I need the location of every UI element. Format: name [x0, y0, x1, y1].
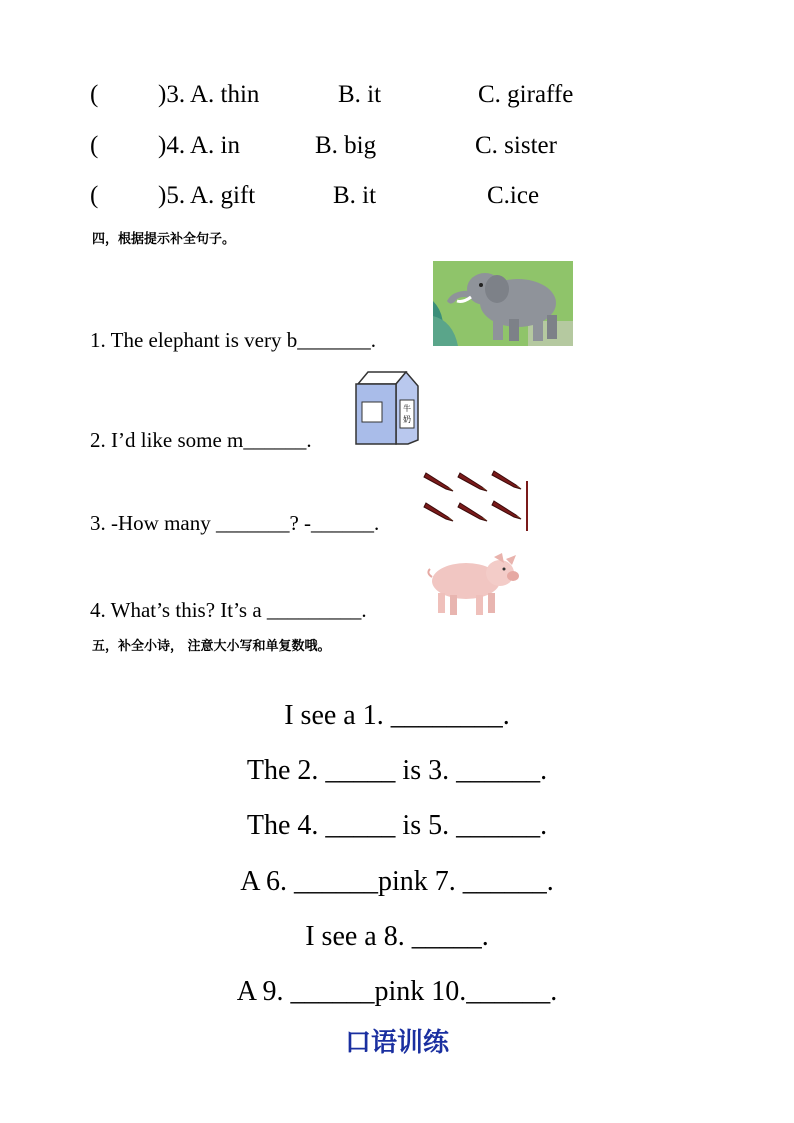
svg-text:奶: 奶 — [403, 415, 411, 424]
section-4-title: 四，根据提示补全句子。 — [92, 232, 236, 247]
elephant-icon — [433, 261, 573, 346]
poem-line-2: The 2. _____ is 3. ______. — [246, 755, 548, 786]
poem-line-5: I see a 8. _____. — [305, 921, 489, 952]
svg-text:牛: 牛 — [403, 404, 411, 413]
choice-row-5-paren: ( — [90, 182, 99, 209]
choice-row-4-paren: ( — [90, 132, 99, 159]
sentence-3: 3. -How many _______? -______. — [90, 511, 380, 535]
section-5-title: 五，补全小诗， 注意大小写和单复数哦。 — [92, 639, 331, 654]
pig-icon — [424, 551, 524, 617]
milk-carton-icon — [352, 370, 422, 445]
choice-row-4-option-a: )4. A. in — [158, 132, 240, 159]
choice-row-4-option-c: C. sister — [475, 132, 557, 159]
choice-row-5-option-c: C.ice — [487, 182, 540, 209]
sentence-4: 4. What’s this? It’s a _________. — [90, 598, 367, 622]
choice-row-3-option-b: B. it — [338, 81, 382, 108]
choice-row-4-option-b: B. big — [315, 132, 377, 159]
poem-line-4: A 6. ______pink 7. ______. — [240, 866, 554, 897]
footer-heading: 口语训练 — [344, 1028, 449, 1058]
choice-row-3-option-c: C. giraffe — [478, 81, 574, 108]
sentence-2: 2. I’d like some m______. — [90, 428, 312, 452]
poem-line-3: The 4. _____ is 5. ______. — [246, 810, 548, 841]
choice-row-3-option-a: )3. A. thin — [158, 81, 260, 108]
poem-line-1: I see a 1. ________. — [284, 700, 510, 731]
sentence-1: 1. The elephant is very b_______. — [90, 328, 376, 352]
choice-row-5-option-b: B. it — [333, 182, 377, 209]
choice-row-3-paren: ( — [90, 81, 99, 108]
pens-icon — [420, 467, 532, 533]
poem-line-6: A 9. ______pink 10.______. — [236, 976, 558, 1007]
choice-row-5-option-a: )5. A. gift — [158, 182, 256, 209]
